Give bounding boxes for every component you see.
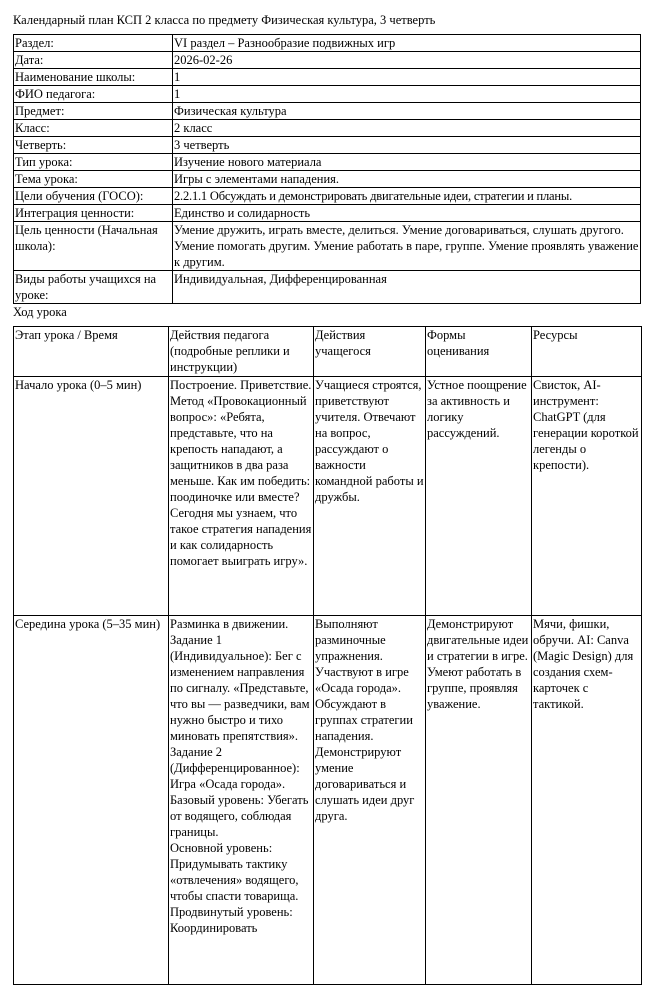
info-value: 2.2.1.1 Обсуждать и демонстрировать двигательные идеи, стратегии и планы. [173, 188, 641, 205]
info-row-quarter [14, 137, 641, 154]
student-actions-cell: Выполняют разминочные упражнения. Участвуют в игре «Осада города». Обсуждают в группах стратегии нападения. Демонстрируют умение договариваться и слушать идеи друг друга. [314, 616, 426, 985]
info-label: Цель ценности (Начальная школа): [14, 222, 173, 271]
document-title: Календарный план КСП 2 класса по предмету Физическая культура, 3 четверть [13, 13, 436, 27]
info-value: Физическая культура [173, 103, 641, 120]
info-label: Тип урока: [14, 154, 173, 171]
resources-cell: Мячи, фишки, обручи. AI: Canva (Magic Design) для создания схем-карточек с тактикой. [532, 616, 642, 985]
info-label: Наименование школы: [14, 69, 173, 86]
info-value: Индивидуальная, Дифференцированная [173, 271, 641, 304]
info-row-teacher [14, 86, 641, 103]
info-row-grade [14, 120, 641, 137]
info-label: Виды работы учащихся на уроке: [14, 271, 173, 304]
info-value: 3 четверть [173, 137, 641, 154]
info-row-school [14, 69, 641, 86]
resources-cell: Свисток, AI-инструмент: ChatGPT (для генерации короткой легенды о крепости). [532, 377, 642, 616]
lesson-row-middle [14, 616, 642, 985]
info-value: 1 [173, 86, 641, 103]
info-row-work-types [14, 271, 641, 304]
lesson-flow-table [13, 326, 642, 985]
info-row-learning-goals [14, 188, 641, 205]
info-label: Дата: [14, 52, 173, 69]
info-label: Цели обучения (ГОСО): [14, 188, 173, 205]
teacher-actions-cell [169, 616, 314, 985]
info-value: Единство и солидарность [173, 205, 641, 222]
info-row-value-goal [14, 222, 641, 271]
info-label: Тема урока: [14, 171, 173, 188]
stage-cell: Середина урока (5–35 мин) [14, 616, 169, 985]
column-header-resources: Ресурсы [532, 327, 642, 377]
info-row-lesson-topic [14, 171, 641, 188]
assessment-cell: Демонстрируют двигательные идеи и стратегии в игре. Умеют работать в группе, проявляя уважение. [426, 616, 532, 985]
info-label: Предмет: [14, 103, 173, 120]
info-row-lesson-type [14, 154, 641, 171]
lesson-row-beginning [14, 377, 642, 616]
info-value: Изучение нового материала [173, 154, 641, 171]
lesson-table-header-row [14, 327, 642, 377]
info-label: ФИО педагога: [14, 86, 173, 103]
info-row-value-integration [14, 205, 641, 222]
teacher-actions-paragraph: Базовый уровень: Убегать от водящего, соблюдая границы. [170, 793, 309, 839]
column-header-student: Действия учащегося [314, 327, 426, 377]
assessment-cell: Устное поощрение за активность и логику рассуждений. [426, 377, 532, 616]
lesson-flow-heading: Ход урока [13, 305, 67, 319]
info-row-date [14, 52, 641, 69]
teacher-actions-paragraph: Основной уровень: Придумывать тактику «отвлечения» водящего, чтобы спасти товарища. [170, 841, 299, 903]
teacher-actions-paragraph: Разминка в движении. Задание 1 (Индивидуальное): Бег с изменением направления по сигналу. «Представьте, что вы — разведчики, вам нужно быстро и тихо миновать препятствия». Задание 2 (Дифференцированное): Игра «Осада города». [170, 617, 310, 791]
stage-cell: Начало урока (0–5 мин) [14, 377, 169, 616]
teacher-actions-cell: Построение. Приветствие. Метод «Провокационный вопрос»: «Ребята, представьте, что на крепость нападают, а защитников в два раза меньше. Как им победить: поодиночке или вместе? Сегодня мы узнаем, что такое стратегия нападения и как солидарность помогает выиграть игру». [169, 377, 314, 616]
info-label: Раздел: [14, 35, 173, 52]
info-label: Четверть: [14, 137, 173, 154]
info-value: 1 [173, 69, 641, 86]
info-label: Интеграция ценности: [14, 205, 173, 222]
info-row-subject [14, 103, 641, 120]
column-header-stage: Этап урока / Время [14, 327, 169, 377]
info-value: Умение дружить, играть вместе, делиться. Умение договариваться, слушать другого. Умение помогать другим. Умение работать в паре, группе. Умение проявлять уважение к другим. [173, 222, 641, 271]
info-value: VI раздел – Разнообразие подвижных игр [173, 35, 641, 52]
info-label: Класс: [14, 120, 173, 137]
column-header-teacher: Действия педагога (подробные реплики и инструкции) [169, 327, 314, 377]
info-row-section [14, 35, 641, 52]
column-header-assessment: Формы оценивания [426, 327, 532, 377]
info-value: 2026-02-26 [173, 52, 641, 69]
info-value: Игры с элементами нападения. [173, 171, 641, 188]
info-value: 2 класс [173, 120, 641, 137]
teacher-actions-paragraph: Продвинутый уровень: Координировать [170, 905, 293, 935]
lesson-info-table [13, 34, 641, 304]
student-actions-cell: Учащиеся строятся, приветствуют учителя. Отвечают на вопрос, рассуждают о важности командной работы и дружбы. [314, 377, 426, 616]
